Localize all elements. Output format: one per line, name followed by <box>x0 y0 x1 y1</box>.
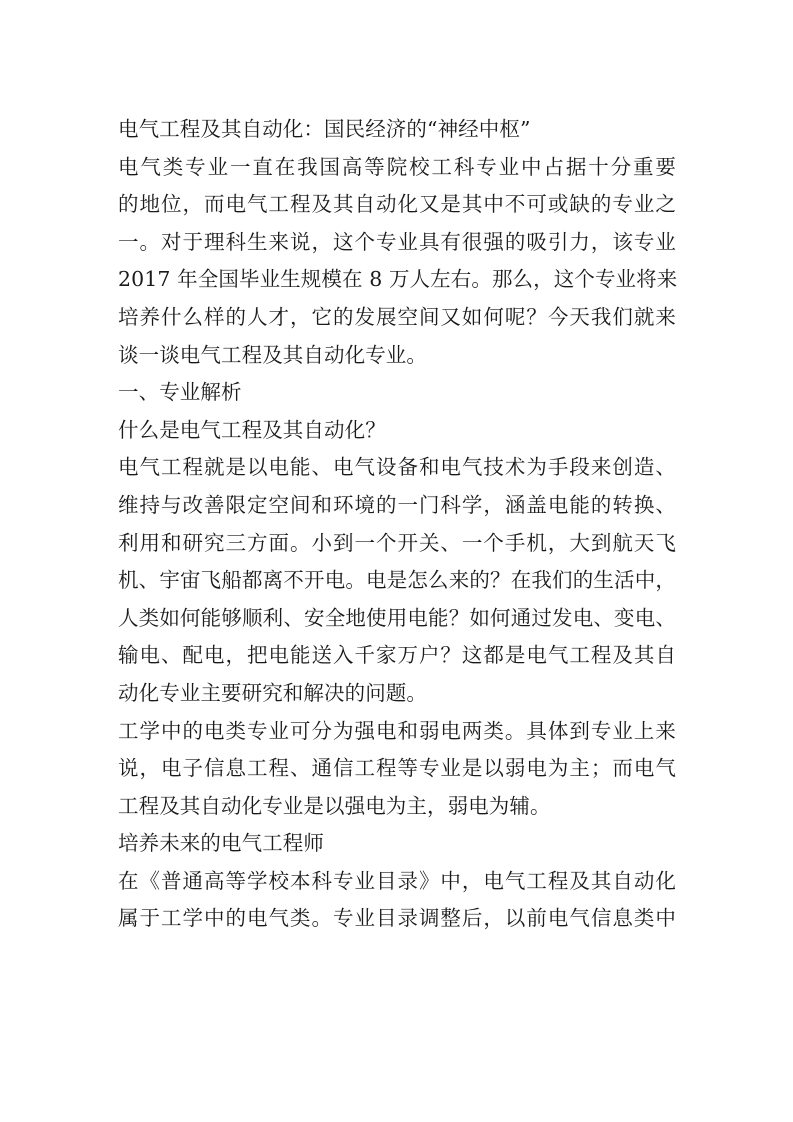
text-line: 在《普通高等学校本科专业目录》中，电气工程及其自动化 <box>118 868 676 893</box>
paragraph-strong-weak <box>118 713 678 826</box>
text-line: 电气工程就是以电能、电气设备和电气技术为手段来创造、 <box>118 455 676 480</box>
text-line: 说，电子信息工程、通信工程等专业是以弱电为主；而电气 <box>118 756 676 781</box>
text-line: 一。对于理科生来说，这个专业具有很强的吸引力，该专业 <box>118 229 676 254</box>
paragraph-intro <box>118 149 678 375</box>
text-line: 人类如何能够顺利、安全地使用电能？如何通过发电、变电、 <box>118 605 676 630</box>
text-line: 的地位，而电气工程及其自动化又是其中不可或缺的专业之 <box>118 192 676 217</box>
text-line: 电气类专业一直在我国高等院校工科专业中占据十分重要 <box>118 154 676 179</box>
text-line: 属于工学中的电气类。专业目录调整后，以前电气信息类中 <box>118 906 676 931</box>
subheading: 培养未来的电气工程师 <box>118 831 324 856</box>
text-line: 2017 年全国毕业生规模在 8 万人左右。那么，这个专业将来 <box>118 267 678 292</box>
subheading: 什么是电气工程及其自动化？ <box>118 417 386 442</box>
text-line: 机、宇宙飞船都离不开电。电是怎么来的？在我们的生活中， <box>118 568 676 593</box>
text-line: 谈一谈电气工程及其自动化专业。 <box>118 342 427 367</box>
paragraph-definition <box>118 449 678 712</box>
section-heading: 一、专业解析 <box>118 380 242 405</box>
text-line: 动化专业主要研究和解决的问题。 <box>118 680 427 705</box>
text-line: 工学中的电类专业可分为强电和弱电两类。具体到专业上来 <box>118 718 676 743</box>
paragraph-catalog <box>118 863 678 938</box>
text-line: 维持与改善限定空间和环境的一门科学，涵盖电能的转换、 <box>118 492 676 517</box>
text-line: 培养什么样的人才，它的发展空间又如何呢？今天我们就来 <box>118 304 676 329</box>
text-line: 输电、配电，把电能送入千家万户？这都是电气工程及其自 <box>118 643 676 668</box>
text-line: 工程及其自动化专业是以强电为主，弱电为辅。 <box>118 793 551 818</box>
document-body <box>118 111 678 938</box>
document-title: 电气工程及其自动化：国民经济的“神经中枢” <box>118 117 531 141</box>
text-line: 利用和研究三方面。小到一个开关、一个手机，大到航天飞 <box>118 530 676 555</box>
